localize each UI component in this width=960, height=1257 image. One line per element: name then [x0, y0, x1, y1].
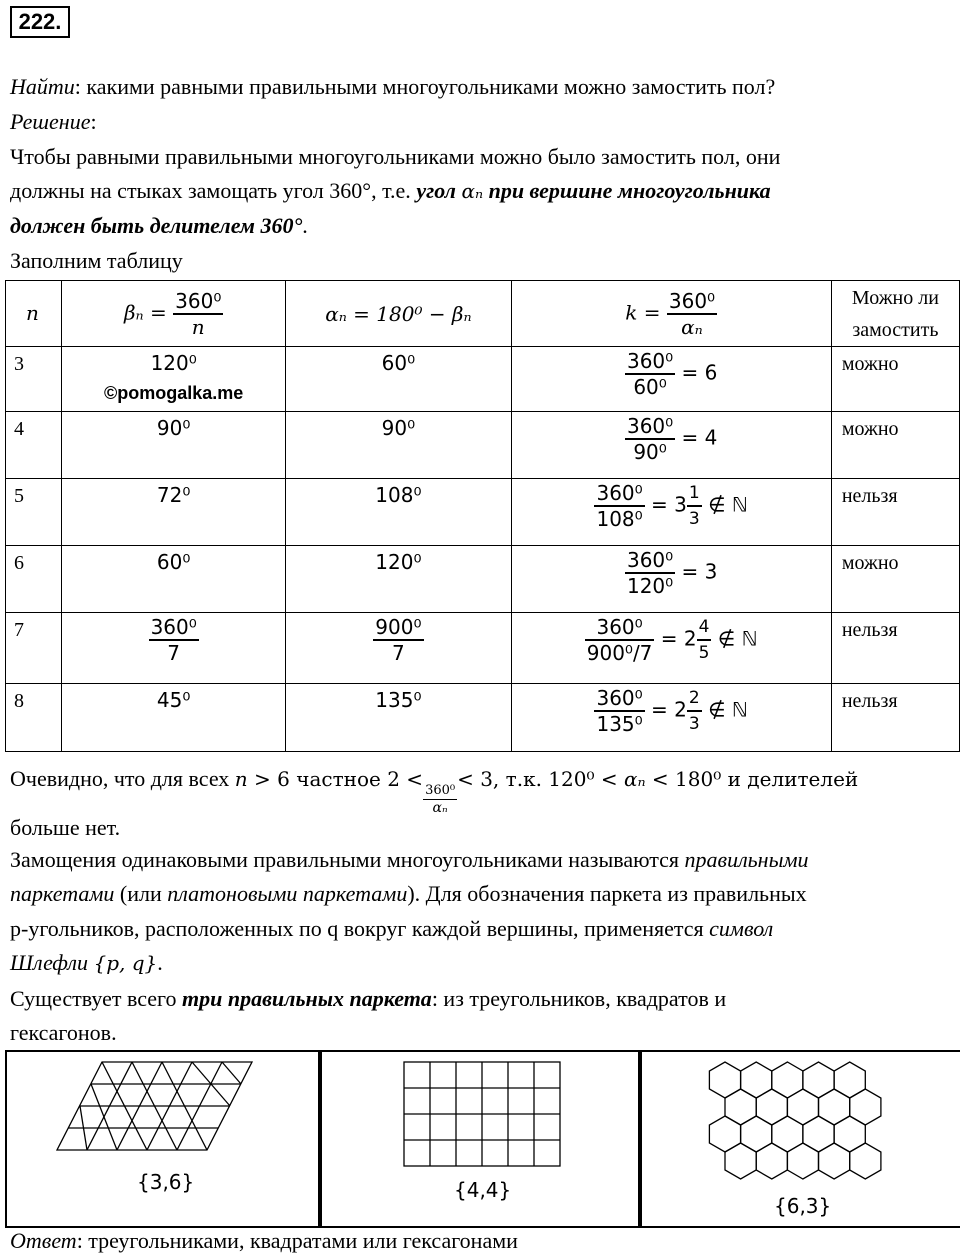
table-row	[6, 546, 960, 613]
row4-alpha: 90⁰	[286, 412, 511, 479]
watermark: ©pomogalka.me	[104, 383, 244, 403]
row3-n: 3	[6, 347, 62, 412]
row8-k: $\frac{\text{360⁰}}{\text{135⁰}}$ = 2 $\frac{2}{3}$ ∉ ℕ	[511, 684, 831, 752]
hexagon-cell	[709, 1062, 740, 1098]
header-n: n	[6, 281, 62, 347]
row5-beta: 72⁰	[62, 479, 286, 546]
hexagon-tiling-box	[638, 1050, 960, 1228]
row7-alpha: $\frac{\text{900⁰}}{7}$	[286, 613, 511, 684]
p1-line2-a: должны на стыках замощать угол 360°, т.е.	[10, 178, 417, 203]
paragraph-2-line-1: Замощения одинаковыми правильными многоугольниками называются правильными	[10, 847, 809, 872]
header-can-tile: Можно ли замостить	[831, 281, 959, 347]
paragraph-2-line-3: p-угольников, расположенных по q вокруг каждой вершины, применяется символ	[10, 916, 774, 941]
p1-line2-c: при вершине многоугольника	[483, 178, 771, 203]
paragraph-1-line-2	[10, 178, 771, 204]
obvious-line-2: больше нет.	[10, 815, 121, 840]
p1-line3-b: должен быть делителем 360°	[10, 213, 303, 238]
task-number: 222.	[10, 6, 70, 38]
row8-beta: 45⁰	[62, 684, 286, 752]
answer-text: : треугольниками, квадратами или гексагонами	[76, 1228, 518, 1253]
hexagon-cell	[772, 1116, 803, 1152]
header-alpha: αₙ = 180⁰ − βₙ	[286, 281, 511, 347]
header-k: k = $\frac{\text{360⁰}}{\text{αₙ}}$	[511, 281, 831, 347]
square-tiling-symbol: {4,4}	[454, 1178, 512, 1202]
paragraph-3-line-2: гексагонов.	[10, 1020, 117, 1045]
header-k-fraction: $\frac{\text{360⁰}}{\text{αₙ}}$	[668, 288, 716, 339]
square-tiling-box	[318, 1050, 642, 1228]
hexagon-cell	[741, 1062, 772, 1098]
row6-alpha: 120⁰	[286, 546, 511, 613]
row8-can: нельзя	[831, 684, 959, 752]
triangle-tiling-symbol: {3,6}	[137, 1170, 195, 1194]
header-beta: βₙ = $\frac{\text{360⁰}}{n}$	[62, 281, 286, 347]
hexagon-cell	[756, 1089, 787, 1125]
hexagon-cell	[850, 1143, 881, 1179]
table-header-row	[6, 281, 960, 347]
header-beta-fraction: $\frac{\text{360⁰}}{n}$	[175, 288, 222, 339]
answer-label: Ответ	[10, 1228, 77, 1253]
triangle-tiling-icon	[7, 1052, 320, 1226]
row5-alpha: 108⁰	[286, 479, 511, 546]
hexagon-cell	[819, 1089, 850, 1125]
row4-beta: 90⁰	[62, 412, 286, 479]
hexagon-cell	[803, 1062, 834, 1098]
find-label: Найти	[10, 74, 75, 99]
hexagon-cell	[787, 1143, 818, 1179]
paragraph-3-line-1: Существует всего три правильных паркета: из треугольников, квадратов и	[10, 986, 727, 1011]
row4-can: можно	[831, 412, 959, 479]
row7-n: 7	[6, 613, 62, 684]
table-row	[6, 613, 960, 684]
p1-line3-end: .	[302, 213, 308, 238]
paragraph-2-line-2: паркетами (или платоновыми паркетами). Для обозначения паркета из правильных	[10, 881, 807, 906]
row5-n: 5	[6, 479, 62, 546]
row5-can: нельзя	[831, 479, 959, 546]
hexagon-cell	[834, 1062, 865, 1098]
triangle-tiling-box	[5, 1050, 322, 1228]
hexagon-cell	[741, 1116, 772, 1152]
hexagon-cell	[772, 1062, 803, 1098]
row6-can: можно	[831, 546, 959, 613]
table-row	[6, 479, 960, 546]
solution-colon: :	[90, 109, 97, 134]
hexagon-cell	[803, 1116, 834, 1152]
hexagon-cell	[787, 1089, 818, 1125]
row3-k: $\frac{\text{360⁰}}{\text{60⁰}}$ = 6	[511, 347, 831, 412]
row7-beta: $\frac{\text{360⁰}}{7}$	[62, 613, 286, 684]
row5-k: $\frac{\text{360⁰}}{\text{108⁰}}$ = 3 $\frac{1}{3}$ ∉ ℕ	[511, 479, 831, 546]
row3-can: можно	[831, 347, 959, 412]
paragraph-1-line-3	[10, 213, 308, 239]
row3-beta: 120⁰ ©pomogalka.me	[62, 347, 286, 412]
row8-n: 8	[6, 684, 62, 752]
hexagon-cell	[725, 1089, 756, 1125]
row3-alpha: 60⁰	[286, 347, 511, 412]
solution-line	[10, 109, 97, 135]
p1-line2-alpha: αₙ	[461, 179, 484, 203]
find-line	[10, 74, 775, 100]
hexagon-cell	[709, 1116, 740, 1152]
row6-k: $\frac{\text{360⁰}}{\text{120⁰}}$ = 3	[511, 546, 831, 613]
hexagon-cell	[819, 1143, 850, 1179]
row4-k: $\frac{\text{360⁰}}{\text{90⁰}}$ = 4	[511, 412, 831, 479]
hexagon-cell	[850, 1089, 881, 1125]
row4-n: 4	[6, 412, 62, 479]
hexagon-cell	[756, 1143, 787, 1179]
polygon-table	[5, 280, 960, 752]
hexagon-cell	[834, 1116, 865, 1152]
fill-table-line: Заполним таблицу	[10, 248, 183, 273]
table-row	[6, 684, 960, 752]
hexagon-cell	[725, 1143, 756, 1179]
row6-n: 6	[6, 546, 62, 613]
find-text: : какими равными правильными многоугольниками можно замостить пол?	[74, 74, 776, 99]
table-row	[6, 347, 960, 412]
p1-line2-b: угол	[416, 178, 462, 203]
obvious-line-1: Очевидно, что для всех n > 6 частное 2 < $\frac{\text{360⁰}}{\text{αₙ}}$ < 3, т.к. 120⁰ < αₙ < 180⁰ и делителей	[10, 766, 859, 816]
hexagon-tiling-symbol: {6,3}	[774, 1194, 832, 1218]
row7-k: $\frac{\text{360⁰}}{\text{900⁰/7}}$ = 2 $\frac{4}{5}$ ∉ ℕ	[511, 613, 831, 684]
row7-can: нельзя	[831, 613, 959, 684]
table-row	[6, 412, 960, 479]
paragraph-1-line-1: Чтобы равными правильными многоугольниками можно было замостить пол, они	[10, 144, 781, 169]
paragraph-2-line-4: Шлефли {p, q}.	[10, 950, 163, 975]
solution-label: Решение	[10, 109, 91, 134]
row6-beta: 60⁰	[62, 546, 286, 613]
row8-alpha: 135⁰	[286, 684, 511, 752]
answer-line	[10, 1228, 518, 1254]
